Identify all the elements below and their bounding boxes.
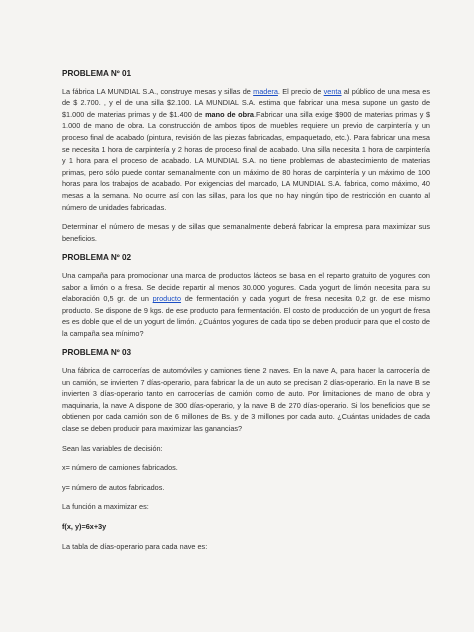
producto-link[interactable]: producto (152, 294, 182, 304)
objective-function: f(x, y)=6x+3y (62, 522, 107, 531)
problem-2-statement (62, 270, 430, 340)
text-run: La fábrica LA MUNDIAL S.A., construye mesas y sillas de (62, 86, 254, 96)
text-run: de fermentación y cada yogurt de fresa necesita 0,2 gr. de ese mismo producto. Se dispone de 9 kgs. de ese producto para fermentación. El costo de producción de un yogurt de fresa es es doble que el de un yogurt de limón. ¿Cuántos yogures de cada tipo se deben producir para que el costo de la campaña sea mínimo? (62, 294, 430, 338)
text-run: .Fabricar una silla exige $900 de materias primas y $ 1.000 de mano de obra. La construcción de ambos tipos de muebles requiere un previo de carpintería y un proceso final de acabado (pintura, revisión de las piezas fabricadas, empaquetado, etc.). Para fabricar una mesa se necesita 1 hora de carpintería y 2 horas de proceso final de acabado. Una silla necesita 1 hora de carpintería y 1 hora para el proceso de acabado. LA MUNDIAL S.A. no tiene problemas de abastecimiento de materias primas, pero sólo puede contar semanalmente con un máximo de 80 horas de carpintería y un máximo de 100 horas para los trabajos de acabado. Por exigencias del marcado, LA MUNDIAL S.A. fabrica, como máximo, 40 mesas a la semana. No ocurre así con las sillas, para los que no hay ningún tipo de restricción en cuanto al número de unidades fabricadas. (62, 109, 431, 212)
text-run: Una campaña para promocionar una marca de productos lácteos se basa en el reparto gratuito de yogures con sabor a limón o a fresa. Se decide repartir al menos 30.000 yogures. Cada yogurt de limón necesita para su elaboración 0,5 gr. de un (62, 270, 430, 304)
table-intro: La tabla de días-operario para cada nave es: (62, 541, 208, 551)
problem-1-statement (62, 86, 430, 214)
mano-de-obra-bold: mano de obra (205, 109, 254, 119)
text-run: . El precio de (277, 86, 324, 96)
variable-x-definition: x= número de camiones fabricados. (62, 463, 178, 473)
variable-y-definition: y= número de autos fabricados. (62, 482, 165, 492)
decision-variables-intro: Sean las variables de decisión: (62, 443, 163, 453)
venta-link[interactable]: venta (323, 86, 342, 96)
problem-2-heading: PROBLEMA Nº 02 (62, 253, 132, 263)
madera-link[interactable]: madera (253, 86, 278, 96)
problem-1-question: Determinar el número de mesas y de sillas que semanalmente deberá fabricar la empresa para maximizar sus beneficios. (62, 222, 430, 243)
problem-3-statement: Una fábrica de carrocerías de automóviles y camiones tiene 2 naves. En la nave A, para hacer la carrocería de un camión, se invierten 7 días-operario, para fabricar la de un auto se precisan 2 días-operario. En la nave B se invierten 3 días-operario tanto en carrocerías de camión como de auto. Por limitaciones de mano de obra y maquinaria, la nave A dispone de 300 días-operario, y la nave B de 270 días-operario. Si los beneficios que se obtienen por cada camión son de 6 millones de Bs. y de 3 millones por cada auto. ¿Cuántas unidades de cada clase se deben producir para maximizar las ganancias? (62, 366, 430, 434)
problem-3-heading: PROBLEMA Nº 03 (62, 348, 132, 358)
objective-intro: La función a maximizar es: (62, 502, 149, 512)
text-run: al público de una mesa es de $ 2.700. , y el de una silla $2.100. LA MUNDIAL S.A. estima que fabricar una mesa supone un gasto de $1.000 de materias primas y de $1.400 de (62, 86, 430, 119)
problem-1-heading: PROBLEMA Nº 01 (62, 69, 132, 78)
